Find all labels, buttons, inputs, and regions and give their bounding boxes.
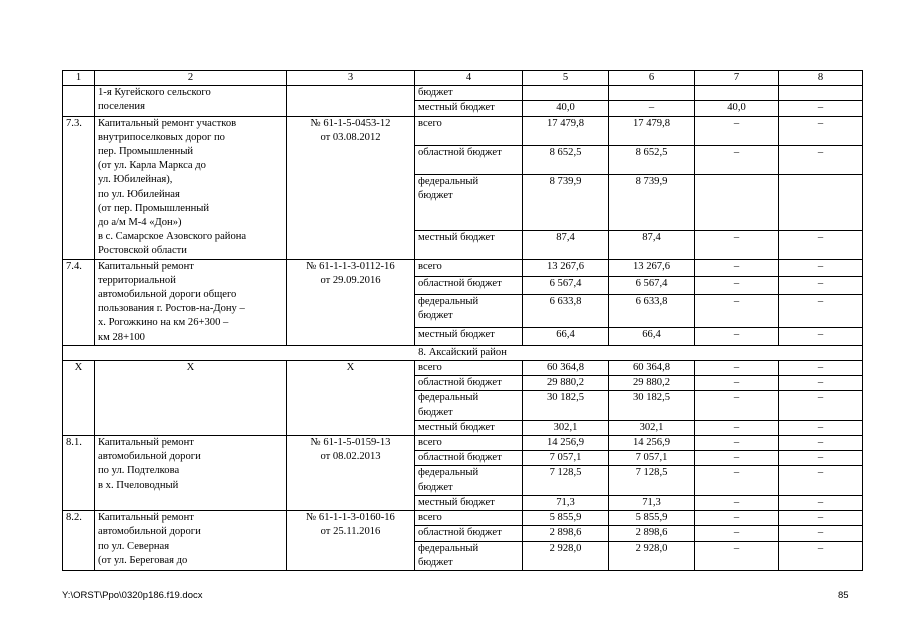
- text-line: областной бюджет: [418, 146, 502, 158]
- value-cell: –: [779, 376, 863, 391]
- value-cell: –: [779, 145, 863, 174]
- value-cell: 8 739,9: [523, 174, 609, 230]
- table-row: [63, 116, 863, 145]
- object-name-cell: [95, 259, 287, 345]
- object-name-cell: [95, 511, 287, 571]
- text-line: № 61-1-1-3-0112-16: [306, 260, 395, 272]
- value-cell: 8 652,5: [609, 145, 695, 174]
- value-cell: 8 739,9: [609, 174, 695, 230]
- value-cell: 60 364,8: [609, 361, 695, 376]
- source-cell: [415, 451, 523, 466]
- text-line: (от пер. Промышленный: [98, 202, 210, 214]
- text-line: бюджет: [418, 481, 453, 493]
- text-line: Капитальный ремонт участков: [98, 117, 237, 129]
- value-cell: 40,0: [523, 101, 609, 116]
- doc-cell: [287, 511, 415, 571]
- text-line: х. Рогожкино на км 26+300 –: [98, 317, 229, 329]
- text-line: бюджет: [418, 556, 453, 568]
- text-line: местный бюджет: [418, 496, 495, 508]
- value-cell: –: [779, 466, 863, 495]
- value-cell: 87,4: [523, 230, 609, 259]
- table-row: [63, 436, 863, 451]
- source-cell: [415, 145, 523, 174]
- value-cell: 13 267,6: [609, 259, 695, 276]
- file-path: Y:\ORST\Ppo\0320p186.f19.docx: [62, 590, 203, 601]
- text-line: территориальной: [98, 274, 176, 286]
- header-cell: 5: [523, 71, 609, 86]
- value-cell: 71,3: [523, 495, 609, 510]
- text-line: по ул. Юбилейная: [98, 188, 180, 200]
- text-line: № 61-1-5-0159-13: [310, 437, 391, 449]
- table-row: [63, 86, 863, 101]
- value-cell: 7 057,1: [523, 451, 609, 466]
- source-cell: [415, 391, 523, 420]
- text-line: всего: [418, 260, 442, 272]
- value-cell: 66,4: [523, 328, 609, 345]
- document-page: [62, 70, 862, 571]
- doc-cell: [287, 361, 415, 436]
- value-cell: –: [779, 361, 863, 376]
- text-line: бюджет: [418, 189, 453, 201]
- value-cell: 17 479,8: [609, 116, 695, 145]
- value-cell: [779, 174, 863, 230]
- source-cell: [415, 376, 523, 391]
- value-cell: 29 880,2: [609, 376, 695, 391]
- value-cell: –: [695, 116, 779, 145]
- value-cell: [609, 86, 695, 101]
- source-cell: [415, 174, 523, 230]
- header-cell: 8: [779, 71, 863, 86]
- value-cell: 87,4: [609, 230, 695, 259]
- header-cell: 7: [695, 71, 779, 86]
- object-name-cell: [95, 436, 287, 511]
- text-line: км 28+100: [98, 331, 145, 343]
- source-cell: [415, 277, 523, 294]
- text-line: автомобильной дороги: [98, 526, 201, 538]
- num-cell: 8.1.: [63, 436, 95, 511]
- text-line: федеральный: [418, 392, 479, 404]
- value-cell: –: [695, 436, 779, 451]
- value-cell: –: [695, 328, 779, 345]
- text-line: от 29.09.2016: [320, 274, 381, 286]
- value-cell: –: [779, 391, 863, 420]
- value-cell: 14 256,9: [609, 436, 695, 451]
- text-line: до а/м М-4 «Дон»): [98, 217, 182, 229]
- value-cell: 2 898,6: [609, 526, 695, 541]
- text-line: Капитальный ремонт: [98, 512, 194, 524]
- text-line: Х: [346, 362, 355, 374]
- text-line: (от ул. Береговая до: [98, 554, 188, 566]
- text-line: Ростовской области: [98, 245, 187, 257]
- text-line: от 08.02.2013: [320, 451, 381, 463]
- value-cell: 2 928,0: [609, 541, 695, 570]
- doc-cell: [287, 86, 415, 116]
- text-line: местный бюджет: [418, 421, 495, 433]
- text-line: областной бюджет: [418, 452, 502, 464]
- value-cell: [695, 174, 779, 230]
- value-cell: –: [695, 145, 779, 174]
- section-title: 8. Аксайский район: [63, 345, 863, 360]
- source-cell: [415, 420, 523, 435]
- text-line: (от ул. Карла Маркса до: [98, 160, 206, 172]
- text-line: в х. Пчеловодный: [98, 479, 179, 491]
- doc-cell: [287, 259, 415, 345]
- header-row: [63, 71, 863, 86]
- source-cell: [415, 466, 523, 495]
- value-cell: –: [695, 495, 779, 510]
- text-line: всего: [418, 437, 442, 449]
- value-cell: –: [779, 277, 863, 294]
- value-cell: –: [779, 451, 863, 466]
- source-cell: [415, 259, 523, 276]
- num-cell: 8.2.: [63, 511, 95, 571]
- text-line: по ул. Северная: [98, 540, 170, 552]
- value-cell: –: [779, 526, 863, 541]
- text-line: от 25.11.2016: [320, 526, 381, 538]
- text-line: бюджет: [418, 309, 453, 321]
- text-line: федеральный: [418, 295, 479, 307]
- text-line: местный бюджет: [418, 329, 495, 341]
- value-cell: 2 928,0: [523, 541, 609, 570]
- text-line: в с. Самарское Азовского района: [98, 231, 247, 243]
- value-cell: 5 855,9: [609, 511, 695, 526]
- text-line: федеральный: [418, 542, 479, 554]
- header-cell: 2: [95, 71, 287, 86]
- value-cell: –: [779, 511, 863, 526]
- value-cell: –: [695, 391, 779, 420]
- text-line: областной бюджет: [418, 527, 502, 539]
- value-cell: 7 057,1: [609, 451, 695, 466]
- value-cell: 17 479,8: [523, 116, 609, 145]
- value-cell: –: [695, 230, 779, 259]
- text-line: федеральный: [418, 467, 479, 479]
- text-line: всего: [418, 117, 442, 129]
- value-cell: 7 128,5: [609, 466, 695, 495]
- text-line: всего: [418, 512, 442, 524]
- value-cell: –: [779, 294, 863, 328]
- source-cell: [415, 116, 523, 145]
- text-line: бюджет: [418, 406, 453, 418]
- value-cell: –: [779, 259, 863, 276]
- value-cell: –: [609, 101, 695, 116]
- value-cell: –: [779, 101, 863, 116]
- value-cell: 29 880,2: [523, 376, 609, 391]
- value-cell: 5 855,9: [523, 511, 609, 526]
- value-cell: 30 182,5: [609, 391, 695, 420]
- text-line: Капитальный ремонт: [98, 260, 194, 272]
- text-line: по ул. Подтелкова: [98, 465, 180, 477]
- text-line: областной бюджет: [418, 377, 502, 389]
- section-row: [63, 345, 863, 360]
- doc-cell: [287, 116, 415, 259]
- value-cell: 302,1: [609, 420, 695, 435]
- value-cell: 66,4: [609, 328, 695, 345]
- value-cell: 6 633,8: [523, 294, 609, 328]
- value-cell: –: [779, 541, 863, 570]
- value-cell: –: [695, 451, 779, 466]
- object-name-cell: 1-я Кугейского сельского поселения: [95, 86, 287, 116]
- value-cell: –: [779, 436, 863, 451]
- value-cell: 13 267,6: [523, 259, 609, 276]
- value-cell: 7 128,5: [523, 466, 609, 495]
- value-cell: 8 652,5: [523, 145, 609, 174]
- object-name-cell: [95, 116, 287, 259]
- text-line: ул. Юбилейная),: [98, 174, 173, 186]
- table-row: [63, 361, 863, 376]
- source-cell: [415, 230, 523, 259]
- text-line: местный бюджет: [418, 231, 495, 243]
- source-cell: бюджет: [415, 86, 523, 101]
- value-cell: 71,3: [609, 495, 695, 510]
- value-cell: –: [695, 420, 779, 435]
- value-cell: –: [779, 116, 863, 145]
- value-cell: 302,1: [523, 420, 609, 435]
- source-cell: местный бюджет: [415, 101, 523, 116]
- text-line: № 61-1-1-3-0160-16: [306, 512, 395, 524]
- value-cell: 6 567,4: [609, 277, 695, 294]
- text-line: пер. Промышленный: [98, 146, 194, 158]
- num-cell: 7.3.: [63, 116, 95, 259]
- value-cell: –: [695, 526, 779, 541]
- source-cell: [415, 361, 523, 376]
- text-line: Капитальный ремонт: [98, 437, 194, 449]
- num-cell: [63, 86, 95, 116]
- table-row: [63, 511, 863, 526]
- source-cell: [415, 436, 523, 451]
- text-line: всего: [418, 362, 442, 374]
- value-cell: [523, 86, 609, 101]
- source-cell: [415, 511, 523, 526]
- text-line: № 61-1-5-0453-12: [310, 117, 391, 129]
- value-cell: 6 633,8: [609, 294, 695, 328]
- text-line: от 03.08.2012: [320, 131, 381, 143]
- num-cell: Х: [63, 361, 95, 436]
- value-cell: –: [695, 376, 779, 391]
- source-cell: [415, 541, 523, 570]
- header-cell: 4: [415, 71, 523, 86]
- value-cell: 40,0: [695, 101, 779, 116]
- budget-table: [62, 70, 863, 571]
- value-cell: 14 256,9: [523, 436, 609, 451]
- value-cell: –: [779, 495, 863, 510]
- text-line: автомобильной дороги общего: [98, 289, 237, 301]
- value-cell: 30 182,5: [523, 391, 609, 420]
- object-name-cell: [95, 361, 287, 436]
- value-cell: 6 567,4: [523, 277, 609, 294]
- value-cell: –: [695, 511, 779, 526]
- value-cell: –: [695, 541, 779, 570]
- value-cell: –: [779, 328, 863, 345]
- source-cell: [415, 495, 523, 510]
- header-cell: 6: [609, 71, 695, 86]
- value-cell: –: [695, 277, 779, 294]
- text-line: федеральный: [418, 175, 479, 187]
- text-line: областной бюджет: [418, 278, 502, 290]
- source-cell: [415, 328, 523, 345]
- text-line: Х: [186, 362, 195, 374]
- num-cell: 7.4.: [63, 259, 95, 345]
- page-number: 85: [838, 590, 849, 601]
- text-line: автомобильной дороги: [98, 451, 201, 463]
- value-cell: 60 364,8: [523, 361, 609, 376]
- value-cell: –: [695, 466, 779, 495]
- value-cell: –: [695, 259, 779, 276]
- doc-cell: [287, 436, 415, 511]
- text-line: пользования г. Ростов-на-Дону –: [98, 303, 245, 315]
- text-line: внутрипоселковых дорог по: [98, 131, 225, 143]
- value-cell: [779, 86, 863, 101]
- value-cell: –: [779, 420, 863, 435]
- source-cell: [415, 526, 523, 541]
- value-cell: [695, 86, 779, 101]
- value-cell: –: [695, 294, 779, 328]
- table-row: [63, 259, 863, 276]
- source-cell: [415, 294, 523, 328]
- header-cell: 1: [63, 71, 95, 86]
- header-cell: 3: [287, 71, 415, 86]
- value-cell: –: [695, 361, 779, 376]
- value-cell: 2 898,6: [523, 526, 609, 541]
- value-cell: –: [779, 230, 863, 259]
